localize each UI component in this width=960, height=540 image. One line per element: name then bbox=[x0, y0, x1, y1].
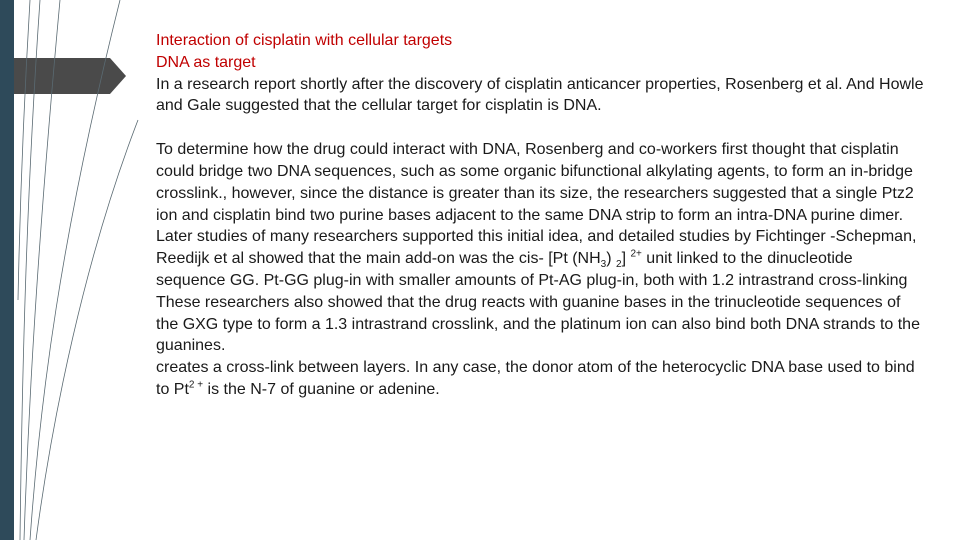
decorative-curve-5 bbox=[18, 0, 30, 300]
decorative-sidebar bbox=[0, 0, 140, 540]
slide-subtitle: DNA as target bbox=[156, 53, 256, 71]
paragraph-3-text-d: unit linked to the dinucleotide sequence GG. Pt-GG plug-in with smaller amounts of Pt-AG plug-in, both with 1.2 intrastrand cross-linking bbox=[156, 250, 908, 289]
paragraph-3-text-c: ] bbox=[621, 250, 631, 268]
subscript-3: 3 bbox=[600, 259, 607, 271]
slide-title: Interaction of cisplatin with cellular targets bbox=[156, 32, 453, 49]
slide-text bbox=[156, 30, 926, 401]
superscript-charge: 2+ bbox=[630, 248, 642, 260]
paragraph-gap bbox=[156, 117, 926, 139]
decorative-curve-4 bbox=[36, 120, 138, 540]
paragraph-5-text-b: is the N-7 of guanine or adenine. bbox=[203, 380, 440, 398]
paragraph-5-text-a: creates a cross-link between layers. In any case, the donor atom of the heterocyclic DNA base used to bind to Pt bbox=[156, 359, 915, 398]
paragraph-3-text-b: ) bbox=[606, 250, 616, 268]
paragraph-4: These researchers also showed that the drug reacts with guanine bases in the trinucleotide sequences of the GXG type to form a 1.3 intrastrand crosslink, and the platinum ion can also bind both DNA strands to the guanines. bbox=[156, 293, 920, 355]
sidebar-dark-strip bbox=[0, 0, 14, 540]
subscript-2: 2 bbox=[616, 259, 622, 271]
pointer-arrow-shape bbox=[14, 58, 126, 94]
paragraph-1: In a research report shortly after the discovery of cisplatin anticancer properties, Rosenberg et al. And Howle and Gale suggested that the cellular target for cisplatin is DNA. bbox=[156, 75, 924, 115]
paragraph-5 bbox=[156, 357, 926, 401]
paragraph-3-text-a: Later studies of many researchers supported this initial idea, and detailed studies by Fichtinger -Schepman, Reedijk et al showed that the main add-on was the cis- [Pt (NH bbox=[156, 228, 917, 268]
paragraph-3 bbox=[156, 226, 926, 291]
paragraph-2: To determine how the drug could interact with DNA, Rosenberg and co-workers first thought that cisplatin could bridge two DNA sequences, such as some organic bifunctional alkylating agents, to form an in-bridge crosslink., however, since the distance is greater than its size, the researchers suggested that a single Ptz2 ion and cisplatin bind two purine bases adjacent to the same DNA strip to form an intra-DNA purine dimer. bbox=[156, 141, 914, 224]
superscript-pt-charge: 2 + bbox=[188, 379, 204, 391]
